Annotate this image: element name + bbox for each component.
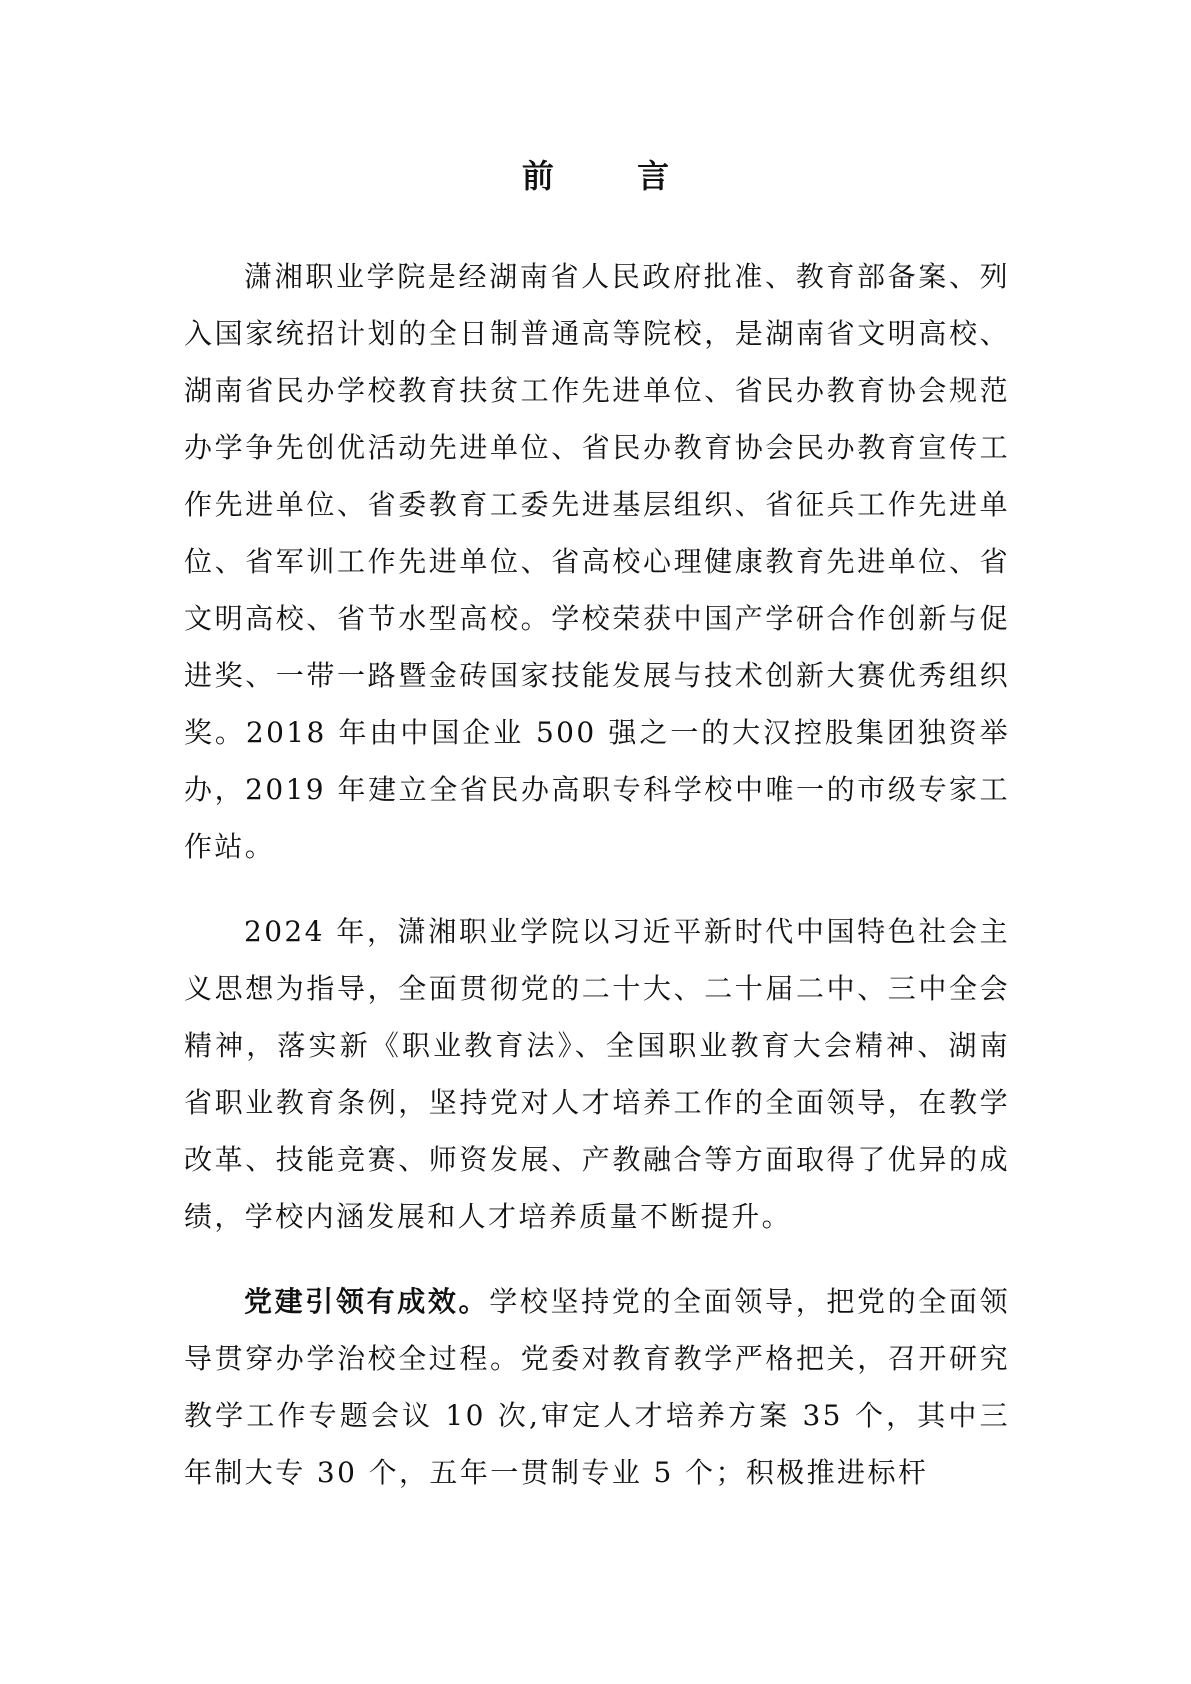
- page-title: 前 言: [521, 157, 706, 195]
- paragraph-2024-summary-text: 2024 年，潇湘职业学院以习近平新时代中国特色社会主义思想为指导，全面贯彻党的二十大、二十届二中、三中全会精神，落实新《职业教育法》、全国职业教育大会精神、湖南省职业教育条例，坚持党对人才培养工作的全面领导，在教学改革、技能竞赛、师资发展、产教融合等方面取得了优异的成绩，学校内涵发展和人才培养质量不断提升。: [184, 915, 1010, 1233]
- paragraph-party-building-lead: 党建引领有成效。: [244, 1285, 490, 1318]
- document-body: [184, 248, 1010, 1529]
- paragraph-2024-summary: [184, 903, 1010, 1245]
- paragraph-intro: [184, 248, 1010, 875]
- paragraph-intro-text: 潇湘职业学院是经湖南省人民政府批准、教育部备案、列入国家统招计划的全日制普通高等院校，是湖南省文明高校、湖南省民办学校教育扶贫工作先进单位、省民办教育协会规范办学争先创优活动先进单位、省民办教育协会民办教育宣传工作先进单位、省委教育工委先进基层组织、省征兵工作先进单位、省军训工作先进单位、省高校心理健康教育先进单位、省文明高校、省节水型高校。学校荣获中国产学研合作创新与促进奖、一带一路暨金砖国家技能发展与技术创新大赛优秀组织奖。2018 年由中国企业 500 强之一的大汉控股集团独资举办，2019 年建立全省民办高职专科学校中唯一的市级专家工作站。: [184, 260, 1010, 863]
- paragraph-party-building-text: 学校坚持党的全面领导，把党的全面领导贯穿办学治校全过程。党委对教育教学严格把关，召开研究教学工作专题会议 10 次,审定人才培养方案 35 个，其中三年制大专 30 个，五年一贯制专业 5 个；积极推进标杆: [184, 1285, 1010, 1489]
- paragraph-party-building: [184, 1273, 1010, 1501]
